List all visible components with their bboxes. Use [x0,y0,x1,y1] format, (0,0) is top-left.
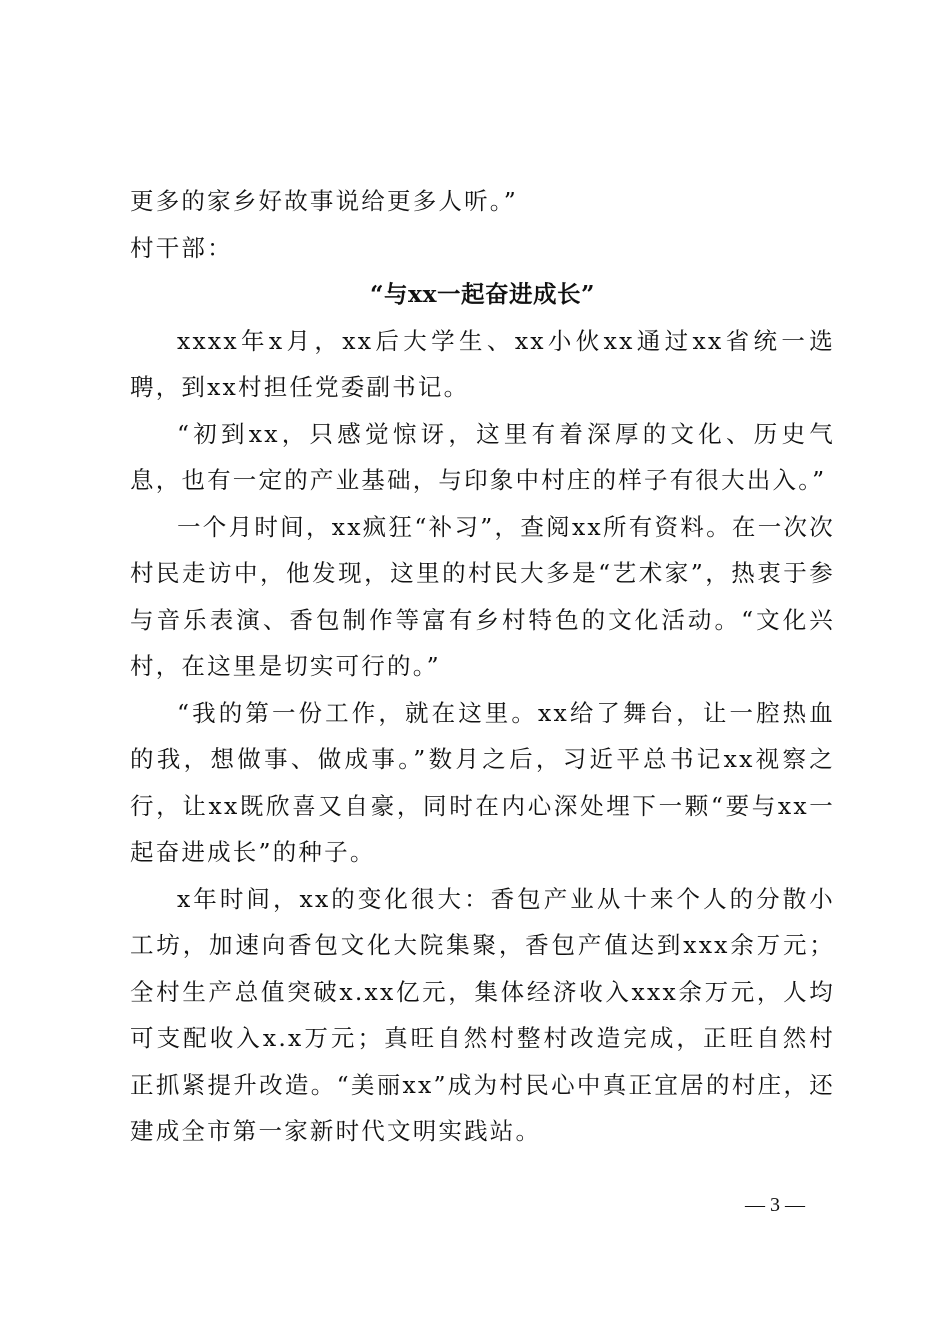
document-body [130,178,835,1155]
lead-fragment: 更多的家乡好故事说给更多人听。” [130,187,518,215]
body-paragraph: “初到xx，只感觉惊讶，这里有着深厚的文化、历史气息，也有一定的产业基础，与印象中村庄的样子有很大出入。” [130,419,835,494]
body-paragraph: 一个月时间，xx疯狂“补习”，查阅xx所有资料。在一次次村民走访中，他发现，这里的村民大多是“艺术家”，热衷于参与音乐表演、香包制作等富有乡村特色的文化活动。“文化兴村，在这里是切实可行的。” [130,512,835,680]
body-paragraph: x年时间，xx的变化很大：香包产业从十来个人的分散小工坊，加速向香包文化大院集聚，香包产值达到xxx余万元；全村生产总值突破x.xx亿元，集体经济收入xxx余万元，人均可支配收入x.x万元；真旺自然村整村改造完成，正旺自然村正抓紧提升改造。“美丽xx”成为村民心中真正宜居的村庄，还建成全市第一家新时代文明实践站。 [130,884,835,1145]
section-label: 村干部： [130,233,233,262]
body-paragraph: xxxx年x月，xx后大学生、xx小伙xx通过xx省统一选聘，到xx村担任党委副书记。 [130,326,835,401]
page-number: — 3 — [745,1194,805,1216]
section-heading: “与xx一起奋进成长” [369,280,596,308]
body-paragraph: “我的第一份工作，就在这里。xx给了舞台，让一腔热血的我，想做事、做成事。”数月之后，习近平总书记xx视察之行，让xx既欣喜又自豪，同时在内心深处埋下一颗“要与xx一起奋进成长”的种子。 [130,698,835,866]
